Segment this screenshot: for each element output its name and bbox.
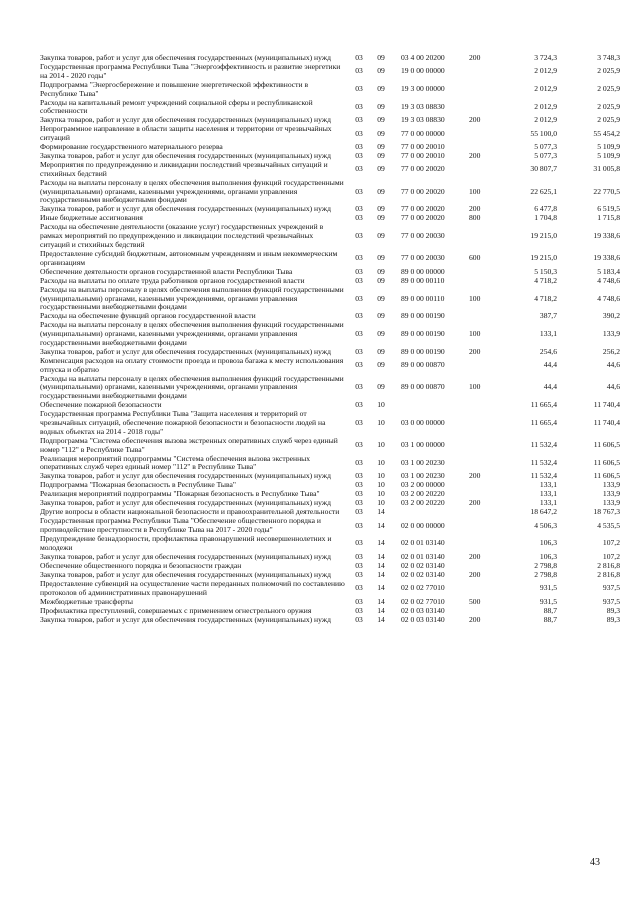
- row-amount-second: 44,6: [606, 382, 620, 392]
- row-expense-type-code: [469, 125, 495, 143]
- row-name: Профилактика преступлений, совершаемых с применением огнестрельного оружия: [40, 605, 312, 615]
- table-row: [40, 357, 624, 375]
- row-name: Расходы на выплаты персоналу в целях обеспечения выполнения функций государственными (муниципальными) органами, казенными учреждениями, органами управления государственными внебюджетными фондами: [40, 320, 344, 347]
- row-amount-first: 5 077,3: [534, 151, 557, 161]
- row-expense-type-code: [469, 508, 495, 517]
- row-target-code: 02 0 03 03140: [401, 614, 445, 624]
- row-amount-first: 5 077,3: [534, 142, 557, 152]
- row-amount-second: 4 748,6: [597, 293, 620, 303]
- row-name: Компенсация расходов на оплату стоимости проезда и провоза багажа к месту использования отпуска и обратно: [40, 355, 344, 374]
- row-section-code: 03: [355, 551, 363, 561]
- row-subsection-code: 14: [377, 605, 385, 615]
- row-amount-first: 11 665,4: [530, 417, 557, 427]
- row-expense-type-code: [469, 517, 495, 535]
- row-expense-type-code: [469, 481, 495, 490]
- row-subsection-code: 10: [377, 417, 385, 427]
- row-amount-second: 390,2: [602, 311, 620, 321]
- row-amount-first: 44,4: [543, 360, 557, 370]
- row-amount-second: 11 606,5: [593, 471, 620, 481]
- row-amount-first: 387,7: [539, 311, 557, 321]
- row-name: Другие вопросы в области национальной безопасности и правоохранительной деятельности: [40, 507, 340, 517]
- row-section-code: 03: [355, 560, 363, 570]
- row-subsection-code: 14: [377, 596, 385, 606]
- row-target-code: 02 0 02 03140: [401, 569, 445, 579]
- table-row: [40, 223, 624, 250]
- row-name: Подпрограмма "Пожарная безопасность в Республике Тыва": [40, 480, 236, 490]
- row-section-code: 03: [355, 53, 363, 62]
- row-target-code: 89 0 00 00110: [401, 275, 445, 285]
- row-amount-first: 11 532,4: [530, 471, 557, 481]
- row-amount-first: 18 647,2: [530, 507, 557, 517]
- row-amount-first: 11 665,4: [530, 400, 557, 410]
- row-amount-first: 22 625,1: [530, 186, 557, 196]
- row-subsection-code: 14: [377, 560, 385, 570]
- row-amount-second: 19 338,6: [593, 253, 620, 263]
- row-name: Формирование государственного материального резерва: [40, 142, 223, 152]
- row-name: Обеспечение общественного порядка и безопасности граждан: [40, 560, 242, 570]
- row-expense-type-code: 600: [469, 253, 481, 263]
- row-amount-second: 3 748,3: [597, 53, 620, 62]
- row-amount-first: 30 807,7: [530, 164, 557, 174]
- row-amount-first: 133,1: [539, 480, 557, 490]
- row-subsection-code: 09: [377, 204, 385, 214]
- row-name: Предоставление субсидий бюджетным, автономным учреждениям и иным некоммерческим организациям: [40, 248, 338, 267]
- row-section-code: 03: [355, 84, 363, 94]
- row-name: Государственная программа Республики Тыва "Обеспечение общественного порядка и противодействие преступности в Республике Тыва на 2017 - 2020 годы": [40, 516, 321, 535]
- row-amount-second: 133,9: [602, 480, 620, 490]
- row-amount-second: 1 715,8: [597, 213, 620, 223]
- row-name: Закупка товаров, работ и услуг для обеспечения государственных (муниципальных) нужд: [40, 551, 331, 561]
- row-amount-first: 133,1: [539, 498, 557, 508]
- row-amount-first: 6 477,8: [534, 204, 557, 214]
- row-section-code: 03: [355, 440, 363, 450]
- row-name: Расходы на выплаты персоналу в целях обеспечения выполнения функций государственными (муниципальными) органами, казенными учреждениями, органами управления государственными внебюджетными фондами: [40, 177, 344, 205]
- row-amount-second: 107,2: [602, 538, 620, 548]
- row-name: Закупка товаров, работ и услуг для обеспечения государственных (муниципальных) нужд: [40, 498, 331, 508]
- table-row: [40, 437, 624, 455]
- row-amount-second: 22 770,5: [593, 186, 620, 196]
- row-name: Обеспечение деятельности органов государственной власти Республики Тыва: [40, 266, 293, 276]
- row-amount-second: 2 025,9: [597, 66, 620, 76]
- row-amount-second: 133,9: [602, 498, 620, 508]
- row-expense-type-code: [469, 268, 495, 277]
- row-amount-first: 931,5: [539, 583, 557, 593]
- row-subsection-code: 09: [377, 329, 385, 339]
- row-amount-second: 2 025,9: [597, 84, 620, 94]
- row-amount-first: 106,3: [539, 538, 557, 548]
- row-name: Реализация мероприятий подпрограммы "Пожарная безопасность в Республике Тыва": [40, 489, 320, 499]
- row-section-code: 03: [355, 266, 363, 276]
- row-amount-first: 19 215,0: [530, 231, 557, 241]
- table-row: [40, 250, 624, 268]
- row-name: Закупка товаров, работ и услуг для обеспечения государственных (муниципальных) нужд: [40, 115, 331, 125]
- row-expense-type-code: 200: [469, 551, 481, 561]
- row-expense-type-code: [469, 455, 495, 473]
- row-target-code: 89 0 00 00870: [401, 382, 445, 392]
- row-name: Закупка товаров, работ и услуг для обеспечения государственных (муниципальных) нужд: [40, 151, 331, 161]
- budget-table-body: [40, 54, 624, 625]
- row-section-code: 03: [355, 417, 363, 427]
- row-name: Расходы на обеспечение функций органов государственной власти: [40, 311, 256, 321]
- row-subsection-code: 14: [377, 538, 385, 548]
- row-amount-first: 106,3: [539, 551, 557, 561]
- row-subsection-code: 14: [377, 507, 385, 517]
- row-amount-second: 4 535,5: [597, 520, 620, 530]
- row-amount-second: 11 606,5: [593, 440, 620, 450]
- table-row: [40, 125, 624, 143]
- row-name: Предоставление субвенций на осуществление части переданных полномочий по составлению протоколов об административных правонарушений: [40, 578, 345, 597]
- row-subsection-code: 09: [377, 142, 385, 152]
- row-amount-first: 133,1: [539, 329, 557, 339]
- row-amount-second: 2 816,8: [597, 569, 620, 579]
- row-section-code: 03: [355, 275, 363, 285]
- row-section-code: 03: [355, 204, 363, 214]
- row-amount-first: 5 150,3: [534, 266, 557, 276]
- row-amount-first: 55 100,0: [530, 128, 557, 138]
- row-subsection-code: 14: [377, 551, 385, 561]
- row-expense-type-code: 200: [469, 204, 481, 214]
- row-subsection-code: 14: [377, 520, 385, 530]
- table-row: [40, 161, 624, 179]
- row-target-code: 03 4 00 20200: [401, 53, 445, 62]
- row-target-code: 77 0 00 20030: [401, 253, 445, 263]
- table-row: [40, 580, 624, 598]
- row-section-code: 03: [355, 498, 363, 508]
- row-subsection-code: 10: [377, 498, 385, 508]
- row-expense-type-code: [469, 535, 495, 553]
- row-target-code: 89 0 00 00870: [401, 360, 445, 370]
- row-subsection-code: 09: [377, 293, 385, 303]
- row-amount-first: 2 012,9: [534, 115, 557, 125]
- row-name: Государственная программа Республики Тыва "Защита населения и территорий от чрезвычайных ситуаций, обеспечение пожарной безопасности и безопасности людей на водных объектах на 2014 - 2018 годы": [40, 409, 326, 436]
- row-amount-second: 2 816,8: [597, 560, 620, 570]
- row-section-code: 03: [355, 360, 363, 370]
- row-target-code: 89 0 00 00190: [401, 329, 445, 339]
- row-subsection-code: 09: [377, 275, 385, 285]
- row-expense-type-code: 100: [469, 186, 481, 196]
- row-name: Иные бюджетные ассигнования: [40, 213, 143, 223]
- row-target-code: 77 0 00 20020: [401, 186, 445, 196]
- row-name: Закупка товаров, работ и услуг для обеспечения государственных (муниципальных) нужд: [40, 346, 331, 356]
- row-target-code: 02 0 02 77010: [401, 596, 445, 606]
- row-name: Межбюджетные трансферты: [40, 596, 133, 606]
- row-target-code: 19 3 03 08830: [401, 115, 445, 125]
- row-subsection-code: 10: [377, 400, 385, 410]
- row-amount-second: 937,5: [602, 583, 620, 593]
- row-name: Подпрограмма "Система обеспечения вызова экстренных оперативных служб через единый номер "112" в Республике Тыва": [40, 435, 338, 454]
- row-target-code: 03 2 00 20220: [401, 498, 445, 508]
- row-target-code: 03 1 00 20230: [401, 471, 445, 481]
- row-amount-first: 88,7: [543, 614, 557, 624]
- row-section-code: 03: [355, 596, 363, 606]
- row-section-code: 03: [355, 489, 363, 499]
- row-target-code: 19 3 00 00000: [401, 84, 445, 94]
- row-amount-first: 133,1: [539, 489, 557, 499]
- row-name: Государственная программа Республики Тыва "Энергоэффективность и развитие энергетики на 2014 - 2020 годы": [40, 61, 341, 80]
- row-subsection-code: 09: [377, 231, 385, 241]
- row-expense-type-code: [469, 277, 495, 286]
- row-amount-first: 3 724,3: [534, 53, 557, 62]
- row-subsection-code: 10: [377, 471, 385, 481]
- row-expense-type-code: [469, 223, 495, 250]
- row-expense-type-code: 200: [469, 151, 481, 161]
- row-target-code: 89 0 00 00190: [401, 311, 445, 321]
- row-amount-first: 2 012,9: [534, 101, 557, 111]
- row-amount-second: 133,9: [602, 489, 620, 499]
- row-section-code: 03: [355, 115, 363, 125]
- row-name: Закупка товаров, работ и услуг для обеспечения государственных (муниципальных) нужд: [40, 204, 331, 214]
- row-amount-first: 4 718,2: [534, 293, 557, 303]
- row-amount-second: 4 748,6: [597, 275, 620, 285]
- row-target-code: 02 0 02 03140: [401, 560, 445, 570]
- row-expense-type-code: [469, 357, 495, 375]
- row-section-code: 03: [355, 457, 363, 467]
- row-name: Расходы на выплаты персоналу в целях обеспечения выполнения функций государственными (муниципальными) органами, казенными учреждениями, органами управления государственными внебюджетными фондами: [40, 284, 344, 312]
- row-expense-type-code: 100: [469, 382, 481, 392]
- row-expense-type-code: [469, 99, 495, 117]
- row-amount-second: 6 519,5: [597, 204, 620, 214]
- row-target-code: 77 0 00 20020: [401, 213, 445, 223]
- row-section-code: 03: [355, 569, 363, 579]
- row-amount-second: 5 109,9: [597, 142, 620, 152]
- row-expense-type-code: [469, 63, 495, 81]
- row-subsection-code: 14: [377, 583, 385, 593]
- row-amount-second: 89,3: [606, 614, 620, 624]
- row-name: Расходы на выплаты по оплате труда работников органов государственной власти: [40, 275, 305, 285]
- row-expense-type-code: 200: [469, 53, 481, 62]
- table-row: [40, 321, 624, 348]
- row-amount-second: 89,3: [606, 605, 620, 615]
- row-amount-second: 937,5: [602, 596, 620, 606]
- row-name: Непрограммное направление в области защиты населения и территории от чрезвычайных ситуаций: [40, 124, 332, 143]
- row-name: Закупка товаров, работ и услуг для обеспечения государственных (муниципальных) нужд: [40, 614, 331, 624]
- row-amount-second: 107,2: [602, 551, 620, 561]
- table-row: [40, 81, 624, 99]
- row-amount-first: 254,6: [539, 346, 557, 356]
- row-name: Расходы на выплаты персоналу в целях обеспечения выполнения функций государственными (муниципальными) органами, казенными учреждениями, органами управления государственными внебюджетными фондами: [40, 373, 344, 401]
- row-expense-type-code: 800: [469, 213, 481, 223]
- row-subsection-code: 09: [377, 382, 385, 392]
- row-target-code: 02 0 03 03140: [401, 605, 445, 615]
- row-expense-type-code: [469, 312, 495, 321]
- budget-table: [40, 54, 624, 625]
- row-expense-type-code: [469, 580, 495, 598]
- row-subsection-code: 09: [377, 115, 385, 125]
- row-section-code: 03: [355, 614, 363, 624]
- row-target-code: 77 0 00 20020: [401, 204, 445, 214]
- row-amount-first: 931,5: [539, 596, 557, 606]
- row-name: Предупреждение безнадзорности, профилактика правонарушений несовершеннолетних и молодежи: [40, 534, 332, 552]
- row-section-code: 03: [355, 128, 363, 138]
- row-target-code: 03 0 00 00000: [401, 417, 445, 427]
- row-name: Реализация мероприятий подпрограммы "Система обеспечения вызова экстренных оперативных служб через единый номер "112" в Республике Тыва": [40, 453, 311, 472]
- row-section-code: 03: [355, 583, 363, 593]
- row-amount-first: 2 798,8: [534, 560, 557, 570]
- row-amount-second: 55 454,2: [593, 128, 620, 138]
- row-section-code: 03: [355, 142, 363, 152]
- row-section-code: 03: [355, 520, 363, 530]
- row-section-code: 03: [355, 382, 363, 392]
- row-subsection-code: 10: [377, 480, 385, 490]
- row-amount-first: 11 532,4: [530, 457, 557, 467]
- row-expense-type-code: [469, 410, 495, 437]
- row-name: Подпрограмма "Энергосбережение и повышение энергетической эффективности в Республике Тыва": [40, 79, 309, 98]
- row-section-code: 03: [355, 213, 363, 223]
- row-section-code: 03: [355, 480, 363, 490]
- row-expense-type-code: 100: [469, 329, 481, 339]
- row-name: Закупка товаров, работ и услуг для обеспечения государственных (муниципальных) нужд: [40, 471, 331, 481]
- row-subsection-code: 09: [377, 66, 385, 76]
- row-amount-second: 19 338,6: [593, 231, 620, 241]
- row-expense-type-code: 100: [469, 293, 481, 303]
- table-row: [40, 517, 624, 535]
- row-subsection-code: 09: [377, 151, 385, 161]
- row-amount-first: 2 012,9: [534, 66, 557, 76]
- row-section-code: 03: [355, 186, 363, 196]
- row-subsection-code: 09: [377, 53, 385, 62]
- row-expense-type-code: 200: [469, 498, 481, 508]
- row-expense-type-code: 200: [469, 346, 481, 356]
- row-subsection-code: 10: [377, 489, 385, 499]
- row-subsection-code: 10: [377, 440, 385, 450]
- row-target-code: 02 0 01 03140: [401, 551, 445, 561]
- row-name: Закупка товаров, работ и услуг для обеспечения государственных (муниципальных) нужд: [40, 53, 331, 62]
- row-section-code: 03: [355, 329, 363, 339]
- row-expense-type-code: 200: [469, 569, 481, 579]
- row-subsection-code: 09: [377, 346, 385, 356]
- table-row: [40, 535, 624, 553]
- row-section-code: 03: [355, 346, 363, 356]
- row-target-code: 02 0 00 00000: [401, 520, 445, 530]
- row-amount-second: 5 183,4: [597, 266, 620, 276]
- page-number: 43: [590, 857, 600, 868]
- row-subsection-code: 09: [377, 360, 385, 370]
- row-subsection-code: 10: [377, 457, 385, 467]
- table-row: [40, 410, 624, 437]
- row-section-code: 03: [355, 605, 363, 615]
- row-subsection-code: 09: [377, 213, 385, 223]
- row-amount-first: 11 532,4: [530, 440, 557, 450]
- row-amount-first: 2 012,9: [534, 84, 557, 94]
- row-section-code: 03: [355, 293, 363, 303]
- row-amount-second: 18 767,3: [593, 507, 620, 517]
- row-amount-first: 4 506,3: [534, 520, 557, 530]
- row-amount-second: 31 005,8: [593, 164, 620, 174]
- row-amount-first: 2 798,8: [534, 569, 557, 579]
- row-target-code: 89 0 00 00110: [401, 293, 445, 303]
- row-section-code: 03: [355, 471, 363, 481]
- row-target-code: 77 0 00 20010: [401, 151, 445, 161]
- row-target-code: 03 1 00 00000: [401, 440, 445, 450]
- row-subsection-code: 09: [377, 164, 385, 174]
- row-subsection-code: 09: [377, 128, 385, 138]
- table-row: [40, 616, 624, 625]
- row-section-code: 03: [355, 507, 363, 517]
- row-name: Обеспечение пожарной безопасности: [40, 400, 162, 410]
- row-expense-type-code: 200: [469, 115, 481, 125]
- row-amount-first: 44,4: [543, 382, 557, 392]
- row-target-code: 77 0 00 20010: [401, 142, 445, 152]
- row-name: Закупка товаров, работ и услуг для обеспечения государственных (муниципальных) нужд: [40, 569, 331, 579]
- row-target-code: 02 0 02 77010: [401, 583, 445, 593]
- row-amount-second: 44,6: [606, 360, 620, 370]
- row-subsection-code: 09: [377, 253, 385, 263]
- row-amount-second: 2 025,9: [597, 115, 620, 125]
- row-target-code: 03 1 00 20230: [401, 457, 445, 467]
- table-row: [40, 286, 624, 313]
- row-target-code: 89 0 00 00190: [401, 346, 445, 356]
- row-section-code: 03: [355, 538, 363, 548]
- row-section-code: 03: [355, 101, 363, 111]
- row-section-code: 03: [355, 164, 363, 174]
- row-expense-type-code: 200: [469, 471, 481, 481]
- row-section-code: 03: [355, 253, 363, 263]
- row-expense-type-code: 500: [469, 596, 481, 606]
- row-expense-type-code: [469, 81, 495, 99]
- row-section-code: 03: [355, 311, 363, 321]
- row-target-code: [393, 401, 469, 410]
- table-row: [40, 375, 624, 402]
- row-name: Расходы на капитальный ремонт учреждений социальной сферы и республиканской собственности: [40, 97, 313, 116]
- row-amount-second: 11 606,5: [593, 457, 620, 467]
- table-row: [40, 63, 624, 81]
- row-section-code: 03: [355, 231, 363, 241]
- row-amount-second: 11 740,4: [593, 400, 620, 410]
- row-subsection-code: 09: [377, 84, 385, 94]
- row-section-code: 03: [355, 400, 363, 410]
- row-expense-type-code: [469, 161, 495, 179]
- row-name: Мероприятия по предупреждению и ликвидации последствий чрезвычайных ситуаций и стихийных бедствий: [40, 160, 328, 178]
- row-target-code: 19 3 03 08830: [401, 101, 445, 111]
- row-section-code: 03: [355, 151, 363, 161]
- row-target-code: 19 0 00 00000: [401, 66, 445, 76]
- row-subsection-code: 09: [377, 311, 385, 321]
- row-amount-second: 133,9: [602, 329, 620, 339]
- row-amount-second: 2 025,9: [597, 101, 620, 111]
- row-amount-second: 5 109,9: [597, 151, 620, 161]
- table-row: [40, 99, 624, 117]
- row-amount-first: 19 215,0: [530, 253, 557, 263]
- row-target-code: 77 0 00 20020: [401, 164, 445, 174]
- row-section-code: 03: [355, 66, 363, 76]
- row-amount-first: 88,7: [543, 605, 557, 615]
- row-subsection-code: 09: [377, 101, 385, 111]
- row-subsection-code: 09: [377, 266, 385, 276]
- row-target-code: 03 2 00 20220: [401, 489, 445, 499]
- row-target-code: 02 0 01 03140: [401, 538, 445, 548]
- table-row: [40, 455, 624, 473]
- row-target-code: 77 0 00 00000: [401, 128, 445, 138]
- row-amount-second: 11 740,4: [593, 417, 620, 427]
- row-name: Расходы на обеспечение деятельности (оказание услуг) государственных учреждений в рамках мероприятий по предупреждению и ликвидации последствий чрезвычайных ситуаций и стихийных бедствий: [40, 222, 324, 249]
- row-subsection-code: 09: [377, 186, 385, 196]
- row-target-code: 89 0 00 00000: [401, 266, 445, 276]
- row-subsection-code: 14: [377, 614, 385, 624]
- row-expense-type-code: 200: [469, 614, 481, 624]
- row-target-code: [393, 508, 469, 517]
- row-amount-first: 4 718,2: [534, 275, 557, 285]
- table-row: [40, 179, 624, 206]
- row-amount-second: 256,2: [602, 346, 620, 356]
- row-target-code: 03 2 00 00000: [401, 480, 445, 490]
- row-expense-type-code: [469, 401, 495, 410]
- row-subsection-code: 14: [377, 569, 385, 579]
- row-amount-first: 1 704,8: [534, 213, 557, 223]
- row-target-code: 77 0 00 20030: [401, 231, 445, 241]
- row-expense-type-code: [469, 437, 495, 455]
